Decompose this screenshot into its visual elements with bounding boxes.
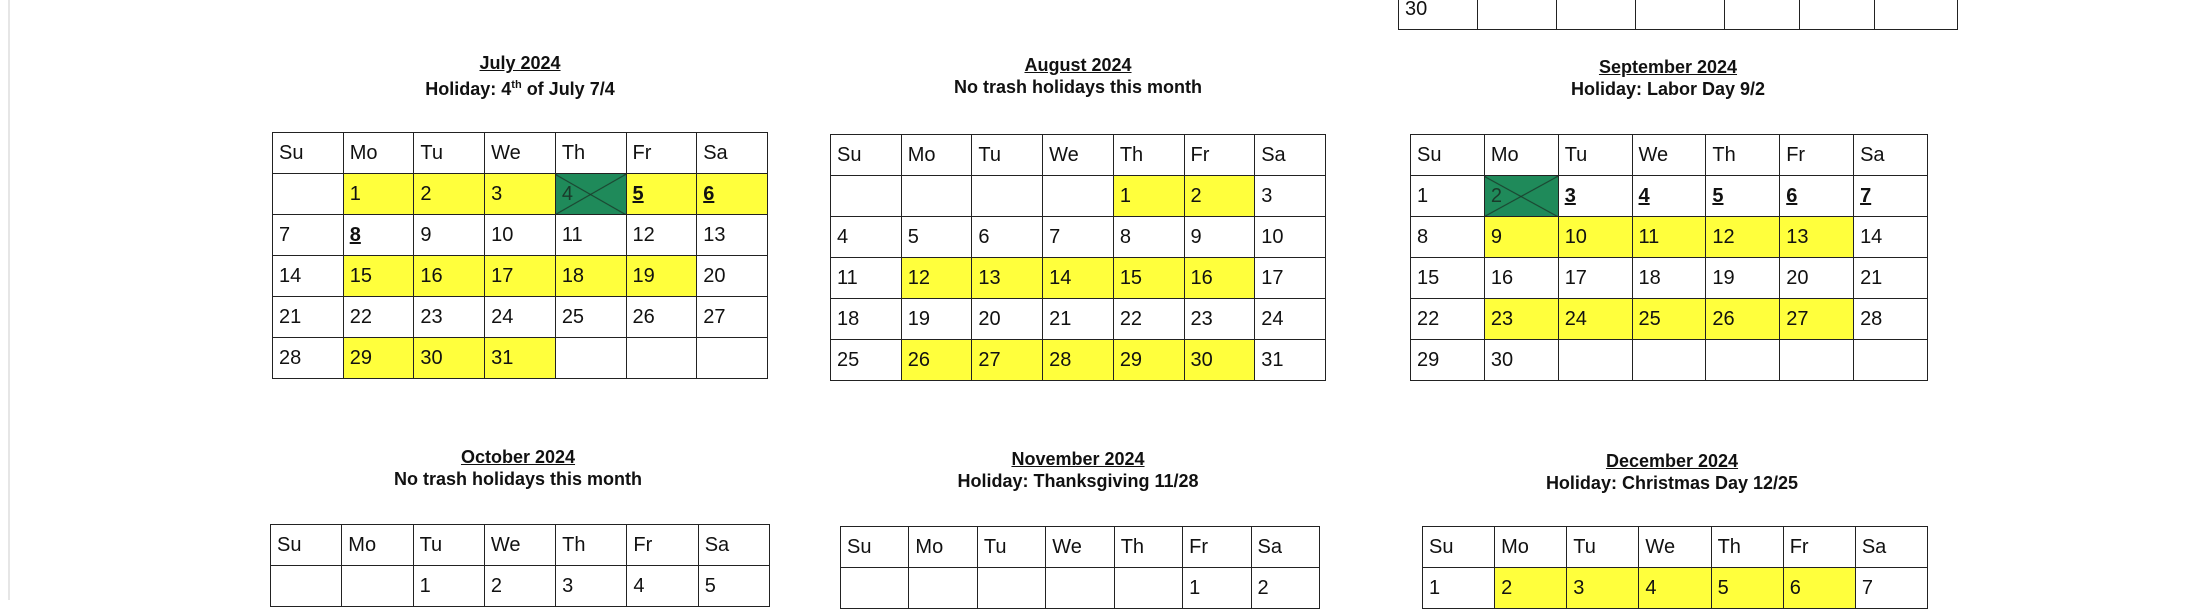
calendar-dec (1422, 526, 1928, 609)
weekday-header: Th (1706, 135, 1780, 176)
day-cell: 19 (626, 256, 697, 297)
day-cell: 3 (1255, 176, 1326, 217)
day-cell: 11 (555, 215, 626, 256)
day-cell: 16 (414, 256, 485, 297)
day-cell: 24 (485, 297, 556, 338)
day-cell: 28 (1043, 340, 1114, 381)
weekday-header: Sa (698, 525, 769, 566)
day-cell: 20 (972, 299, 1043, 340)
day-cell: 18 (831, 299, 902, 340)
page-left-edge (8, 0, 10, 600)
holiday-text: Holiday: Christmas Day 12/25 (1545, 473, 1799, 493)
day-cell: 3 (556, 566, 627, 607)
weekday-header: We (484, 525, 555, 566)
day-cell: 31 (1255, 340, 1326, 381)
day-cell: 16 (1184, 258, 1255, 299)
day-cell: 10 (485, 215, 556, 256)
weekday-header: Mo (342, 525, 413, 566)
day-cell: 30 (1184, 340, 1255, 381)
day-cell: 14 (1043, 258, 1114, 299)
day-cell: 7 (1855, 568, 1927, 609)
weekday-header: Mo (343, 133, 414, 174)
table-row (1423, 568, 1928, 609)
day-cell: 6 (1780, 176, 1854, 217)
day-cell: 14 (273, 256, 344, 297)
day-cell: 22 (1411, 299, 1485, 340)
table-row (273, 256, 768, 297)
month-title-dec (1422, 450, 1922, 494)
day-cell: 23 (1184, 299, 1255, 340)
day-cell: 3 (1558, 176, 1632, 217)
weekday-header: We (485, 133, 556, 174)
calendar-nov (840, 526, 1320, 609)
day-cell: 5 (1711, 568, 1783, 609)
table-row (831, 258, 1326, 299)
day-cell: 24 (1558, 299, 1632, 340)
calendar-cell: 30 (1399, 0, 1478, 30)
day-cell: 2 (1251, 568, 1319, 609)
calendar-cell (1725, 0, 1800, 30)
day-cell: 8 (1113, 217, 1184, 258)
weekday-header-row (271, 525, 770, 566)
day-cell (1043, 176, 1114, 217)
weekday-header-row (1411, 135, 1928, 176)
month-name: December 2024 (1605, 451, 1739, 471)
day-cell: 4 (1639, 568, 1711, 609)
day-cell (1854, 340, 1928, 381)
day-cell: 2 (484, 566, 555, 607)
day-cell: 21 (1043, 299, 1114, 340)
calendar-cell (1557, 0, 1636, 30)
weekday-header: Tu (1567, 527, 1639, 568)
day-cell: 7 (1854, 176, 1928, 217)
day-cell: 21 (1854, 258, 1928, 299)
day-cell (273, 174, 344, 215)
month-name: August 2024 (1024, 55, 1132, 75)
day-cell: 13 (697, 215, 768, 256)
day-cell: 6 (972, 217, 1043, 258)
weekday-header: Sa (1854, 135, 1928, 176)
day-cell: 6 (697, 174, 768, 215)
weekday-header: Su (1423, 527, 1495, 568)
day-cell: 11 (831, 258, 902, 299)
weekday-header: Sa (1251, 527, 1319, 568)
day-cell: 26 (1706, 299, 1780, 340)
table-row (1399, 0, 1958, 30)
day-cell: 21 (273, 297, 344, 338)
day-cell: 29 (343, 338, 414, 379)
weekday-header: Su (841, 527, 909, 568)
weekday-header: Fr (1783, 527, 1855, 568)
day-cell (342, 566, 413, 607)
weekday-header-row (841, 527, 1320, 568)
day-cell (1046, 568, 1114, 609)
table-row (831, 299, 1326, 340)
day-cell: 1 (343, 174, 414, 215)
weekday-header: Fr (627, 525, 698, 566)
day-cell: 15 (1411, 258, 1485, 299)
calendar-cell (1800, 0, 1875, 30)
holiday-text: No trash holidays this month (393, 469, 643, 489)
day-cell: 17 (1558, 258, 1632, 299)
weekday-header: Sa (1855, 527, 1927, 568)
weekday-header: We (1632, 135, 1706, 176)
table-row (1411, 217, 1928, 258)
weekday-header: Fr (1780, 135, 1854, 176)
day-cell: 27 (1780, 299, 1854, 340)
month-title-jul (270, 52, 770, 100)
day-cell: 29 (1113, 340, 1184, 381)
june-calendar-fragment (1398, 0, 1958, 30)
calendar-oct (270, 524, 770, 607)
day-cell: 27 (697, 297, 768, 338)
holiday-text: Holiday: Thanksgiving 11/28 (957, 471, 1199, 491)
day-cell (697, 338, 768, 379)
calendar-cell (1478, 0, 1557, 30)
weekday-header: Su (831, 135, 902, 176)
day-cell: 15 (1113, 258, 1184, 299)
month-name: July 2024 (479, 53, 561, 73)
calendar-cell (1636, 0, 1725, 30)
calendar-aug (830, 134, 1326, 381)
month-title-aug (828, 54, 1328, 98)
day-cell (909, 568, 977, 609)
calendar-sep (1410, 134, 1928, 381)
table-row (831, 176, 1326, 217)
weekday-header: Su (271, 525, 342, 566)
day-cell: 14 (1854, 217, 1928, 258)
calendar-cell (1875, 0, 1958, 30)
day-cell: 3 (485, 174, 556, 215)
weekday-header: We (1639, 527, 1711, 568)
day-cell: 19 (901, 299, 972, 340)
day-cell (831, 176, 902, 217)
holiday-text-part: of July 7/4 (521, 79, 615, 99)
day-cell: 26 (626, 297, 697, 338)
day-cell (271, 566, 342, 607)
day-cell (626, 338, 697, 379)
day-cell (1114, 568, 1182, 609)
weekday-header: Mo (909, 527, 977, 568)
holiday-superscript: th (511, 79, 522, 91)
weekday-header: Tu (977, 527, 1045, 568)
day-cell (901, 176, 972, 217)
day-cell: 30 (1484, 340, 1558, 381)
month-name: October 2024 (460, 447, 576, 467)
day-cell: 26 (901, 340, 972, 381)
month-title-oct (268, 446, 768, 490)
holiday-text-part: Holiday: 4 (425, 79, 512, 99)
day-cell: 18 (555, 256, 626, 297)
holiday-day-cell: 4 (555, 174, 626, 215)
day-cell: 1 (1183, 568, 1251, 609)
day-cell: 10 (1255, 217, 1326, 258)
day-cell: 5 (626, 174, 697, 215)
day-cell: 12 (626, 215, 697, 256)
holiday-day-cell: 2 (1484, 176, 1558, 217)
day-cell: 20 (1780, 258, 1854, 299)
day-cell: 22 (1113, 299, 1184, 340)
day-cell: 25 (555, 297, 626, 338)
day-cell: 5 (901, 217, 972, 258)
day-cell: 12 (1706, 217, 1780, 258)
table-row (273, 215, 768, 256)
weekday-header: Th (1711, 527, 1783, 568)
day-cell: 1 (1423, 568, 1495, 609)
day-cell: 4 (831, 217, 902, 258)
weekday-header-row (1423, 527, 1928, 568)
day-cell: 9 (414, 215, 485, 256)
day-cell: 29 (1411, 340, 1485, 381)
holiday-text: No trash holidays this month (953, 77, 1203, 97)
calendar-jul (272, 132, 768, 379)
day-cell (1558, 340, 1632, 381)
day-cell: 15 (343, 256, 414, 297)
day-cell: 23 (1484, 299, 1558, 340)
weekday-header: We (1043, 135, 1114, 176)
weekday-header-row (831, 135, 1326, 176)
day-cell: 1 (1411, 176, 1485, 217)
weekday-header: Fr (1183, 527, 1251, 568)
day-cell: 30 (414, 338, 485, 379)
day-cell: 9 (1184, 217, 1255, 258)
day-cell (841, 568, 909, 609)
holiday-text: Holiday: Labor Day 9/2 (1570, 79, 1766, 99)
weekday-header: Tu (972, 135, 1043, 176)
table-row (273, 297, 768, 338)
table-row (273, 338, 768, 379)
day-cell: 13 (1780, 217, 1854, 258)
day-cell: 2 (1495, 568, 1567, 609)
day-cell: 22 (343, 297, 414, 338)
day-cell: 18 (1632, 258, 1706, 299)
day-cell: 24 (1255, 299, 1326, 340)
day-cell: 25 (1632, 299, 1706, 340)
day-cell: 25 (831, 340, 902, 381)
weekday-header: Tu (414, 133, 485, 174)
weekday-header: Mo (1484, 135, 1558, 176)
day-cell: 10 (1558, 217, 1632, 258)
weekday-header: Th (1114, 527, 1182, 568)
day-cell: 12 (901, 258, 972, 299)
weekday-header: Su (1411, 135, 1485, 176)
holiday-text (270, 74, 770, 100)
day-cell: 17 (1255, 258, 1326, 299)
weekday-header: Mo (1495, 527, 1567, 568)
table-row (1411, 340, 1928, 381)
day-cell: 2 (414, 174, 485, 215)
day-cell: 8 (343, 215, 414, 256)
day-cell: 28 (273, 338, 344, 379)
day-cell: 13 (972, 258, 1043, 299)
day-cell: 3 (1567, 568, 1639, 609)
weekday-header: Sa (1255, 135, 1326, 176)
month-name: September 2024 (1598, 57, 1738, 77)
weekday-header: Fr (1184, 135, 1255, 176)
day-cell: 5 (698, 566, 769, 607)
month-title-nov (828, 448, 1328, 492)
weekday-header: Th (555, 133, 626, 174)
day-cell: 6 (1783, 568, 1855, 609)
day-cell: 19 (1706, 258, 1780, 299)
day-cell: 1 (413, 566, 484, 607)
day-cell: 28 (1854, 299, 1928, 340)
day-cell (1780, 340, 1854, 381)
table-row (831, 340, 1326, 381)
weekday-header: Su (273, 133, 344, 174)
day-cell: 4 (627, 566, 698, 607)
day-cell (1632, 340, 1706, 381)
day-cell: 5 (1706, 176, 1780, 217)
weekday-header: Tu (413, 525, 484, 566)
table-row (841, 568, 1320, 609)
weekday-header: We (1046, 527, 1114, 568)
day-cell: 2 (1184, 176, 1255, 217)
day-cell: 31 (485, 338, 556, 379)
day-cell: 23 (414, 297, 485, 338)
day-cell: 27 (972, 340, 1043, 381)
table-row (831, 217, 1326, 258)
day-cell: 9 (1484, 217, 1558, 258)
day-cell: 7 (1043, 217, 1114, 258)
weekday-header: Sa (697, 133, 768, 174)
day-cell: 7 (273, 215, 344, 256)
table-row (271, 566, 770, 607)
day-cell (977, 568, 1045, 609)
day-cell (555, 338, 626, 379)
day-cell (972, 176, 1043, 217)
weekday-header: Fr (626, 133, 697, 174)
table-row (1411, 258, 1928, 299)
day-cell: 4 (1632, 176, 1706, 217)
weekday-header: Th (556, 525, 627, 566)
weekday-header: Th (1113, 135, 1184, 176)
weekday-header: Mo (901, 135, 972, 176)
day-cell: 8 (1411, 217, 1485, 258)
day-cell: 1 (1113, 176, 1184, 217)
day-cell: 11 (1632, 217, 1706, 258)
table-row (1411, 176, 1928, 217)
table-row (273, 174, 768, 215)
table-row (1411, 299, 1928, 340)
month-title-sep (1418, 56, 1918, 100)
weekday-header-row (273, 133, 768, 174)
day-cell: 16 (1484, 258, 1558, 299)
weekday-header: Tu (1558, 135, 1632, 176)
day-cell (1706, 340, 1780, 381)
day-cell: 17 (485, 256, 556, 297)
month-name: November 2024 (1011, 449, 1145, 469)
day-cell: 20 (697, 256, 768, 297)
